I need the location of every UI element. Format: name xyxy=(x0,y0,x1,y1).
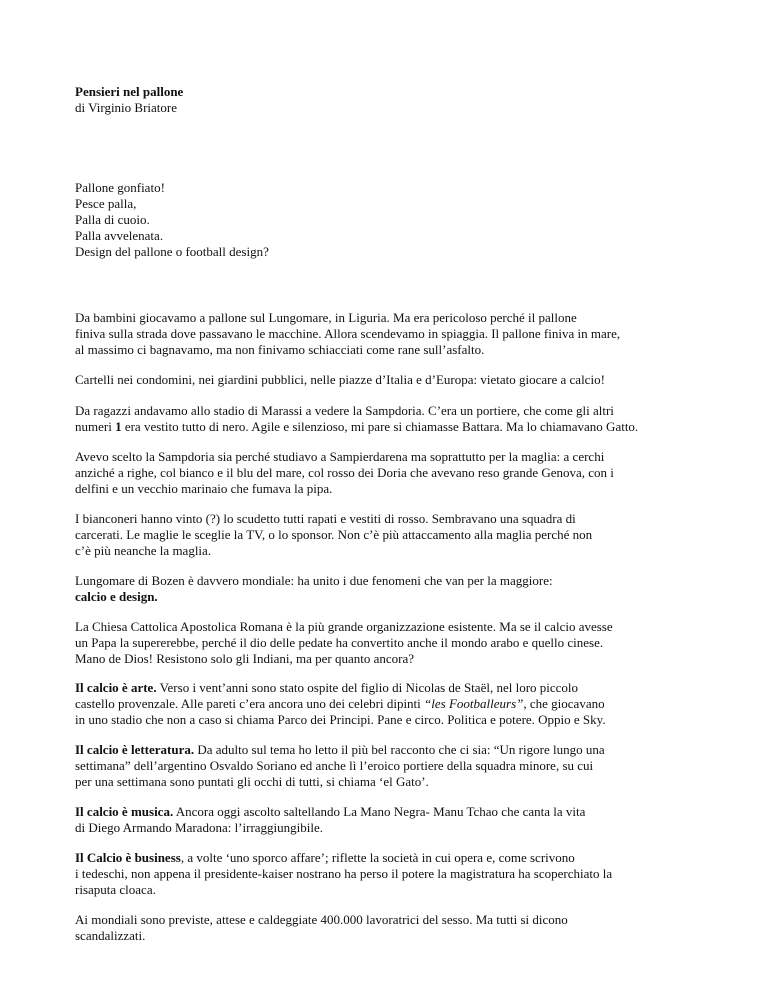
poem xyxy=(75,180,715,260)
poem-line: Palla di cuoio. xyxy=(75,212,150,227)
paragraph-line: Il calcio è arte. Verso i vent’anni sono stato ospite del figlio di Nicolas de Staël, nel loro piccolo xyxy=(75,680,579,695)
paragraph-line: La Chiesa Cattolica Apostolica Romana è la più grande organizzazione esistente. Ma se il calcio avesse xyxy=(75,619,613,634)
document-title: Pensieri nel pallone xyxy=(75,84,184,99)
paragraph-line: Lungomare di Bozen è davvero mondiale: ha unito i due fenomeni che van per la maggiore: xyxy=(75,573,553,588)
paragraph-9 xyxy=(75,742,715,790)
paragraph-line: al massimo ci bagnavamo, ma non finivamo schiacciati come rane sull’asfalto. xyxy=(75,342,485,357)
paragraph-4 xyxy=(75,449,715,497)
paragraph-11 xyxy=(75,850,715,898)
paragraph-line: risaputa cloaca. xyxy=(75,882,156,897)
paragraph-line: Mano de Dios! Resistono solo gli Indiani, ma per quanto ancora? xyxy=(75,651,415,666)
paragraph-line: Il calcio è musica. Ancora oggi ascolto saltellando La Mano Negra- Manu Tchao che canta la vita xyxy=(75,804,586,819)
poem-line: Design del pallone o football design? xyxy=(75,244,269,259)
paragraph-line: delfini e un vecchio marinaio che fumava la pipa. xyxy=(75,481,333,496)
paragraph-3 xyxy=(75,403,715,435)
paragraph-line: in uno stadio che non a caso si chiama Parco dei Principi. Pane e circo. Politica e potere. Oppio e Sky. xyxy=(75,712,606,727)
paragraph-2 xyxy=(75,372,715,388)
paragraph-8 xyxy=(75,680,715,728)
paragraph-line: Il Calcio è business, a volte ‘uno sporco affare’; riflette la società in cui opera e, come scrivono xyxy=(75,850,575,865)
paragraph-line: Ai mondiali sono previste, attese e caldeggiate 400.000 lavoratrici del sesso. Ma tutti si dicono xyxy=(75,912,568,927)
poem-line: Pallone gonfiato! xyxy=(75,180,165,195)
document-author: di Virginio Briatore xyxy=(75,100,178,115)
paragraph-line: c’è più neanche la maglia. xyxy=(75,543,212,558)
paragraph-line: Da bambini giocavamo a pallone sul Lungomare, in Liguria. Ma era pericoloso perché il pallone xyxy=(75,310,577,325)
paragraph-line: carcerati. Le maglie le sceglie la TV, o lo sponsor. Non c’è più attaccamento alla maglia perché non xyxy=(75,527,593,542)
paragraph-12 xyxy=(75,912,715,944)
paragraph-line: Avevo scelto la Sampdoria sia perché studiavo a Sampierdarena ma soprattutto per la maglia: a cerchi xyxy=(75,449,605,464)
paragraph-1 xyxy=(75,310,715,358)
paragraph-line: finiva sulla strada dove passavano le macchine. Allora scendevamo in spiaggia. Il pallone finiva in mare, xyxy=(75,326,621,341)
document-header xyxy=(75,84,715,116)
paragraph-line: un Papa la supererebbe, perché il dio delle pedate ha convertito anche il mondo arabo e quello cinese. xyxy=(75,635,604,650)
paragraph-6 xyxy=(75,573,715,605)
paragraph-line: castello provenzale. Alle pareti c’era ancora uno dei celebri dipinti “les Footballeurs”, che giocavano xyxy=(75,696,605,711)
paragraph-line: numeri 1 era vestito tutto di nero. Agile e silenzioso, mi pare si chiamasse Battara. Ma lo chiamavano Gatto. xyxy=(75,419,639,434)
paragraph-line: i tedeschi, non appena il presidente-kaiser nostrano ha perso il potere la magistratura ha scoperchiato la xyxy=(75,866,613,881)
paragraph-line: Cartelli nei condomini, nei giardini pubblici, nelle piazze d’Italia e d’Europa: vietato giocare a calcio! xyxy=(75,372,605,387)
paragraph-line: di Diego Armando Maradona: l’irraggiungibile. xyxy=(75,820,324,835)
paragraph-line: per una settimana sono puntati gli occhi di tutti, si chiama ‘el Gato’. xyxy=(75,774,429,789)
paragraph-line: calcio e design. xyxy=(75,589,158,604)
paragraph-line: settimana” dell’argentino Osvaldo Soriano ed anche lì l’eroico portiere della squadra minore, su cui xyxy=(75,758,594,773)
paragraph-10 xyxy=(75,804,715,836)
paragraph-line: I bianconeri hanno vinto (?) lo scudetto tutti rapati e vestiti di rosso. Sembravano una squadra di xyxy=(75,511,576,526)
paragraph-line: anziché a righe, col bianco e il blu del mare, col rosso dei Doria che avevano reso grande Genova, con i xyxy=(75,465,614,480)
poem-line: Palla avvelenata. xyxy=(75,228,164,243)
paragraph-line: Il calcio è letteratura. Da adulto sul tema ho letto il più bel racconto che ci sia: “Un rigore lungo una xyxy=(75,742,605,757)
poem-line: Pesce palla, xyxy=(75,196,137,211)
paragraph-line: Da ragazzi andavamo allo stadio di Marassi a vedere la Sampdoria. C’era un portiere, che come gli altri xyxy=(75,403,614,418)
paragraph-5 xyxy=(75,511,715,559)
paragraph-line: scandalizzati. xyxy=(75,928,146,943)
paragraph-7 xyxy=(75,619,715,667)
